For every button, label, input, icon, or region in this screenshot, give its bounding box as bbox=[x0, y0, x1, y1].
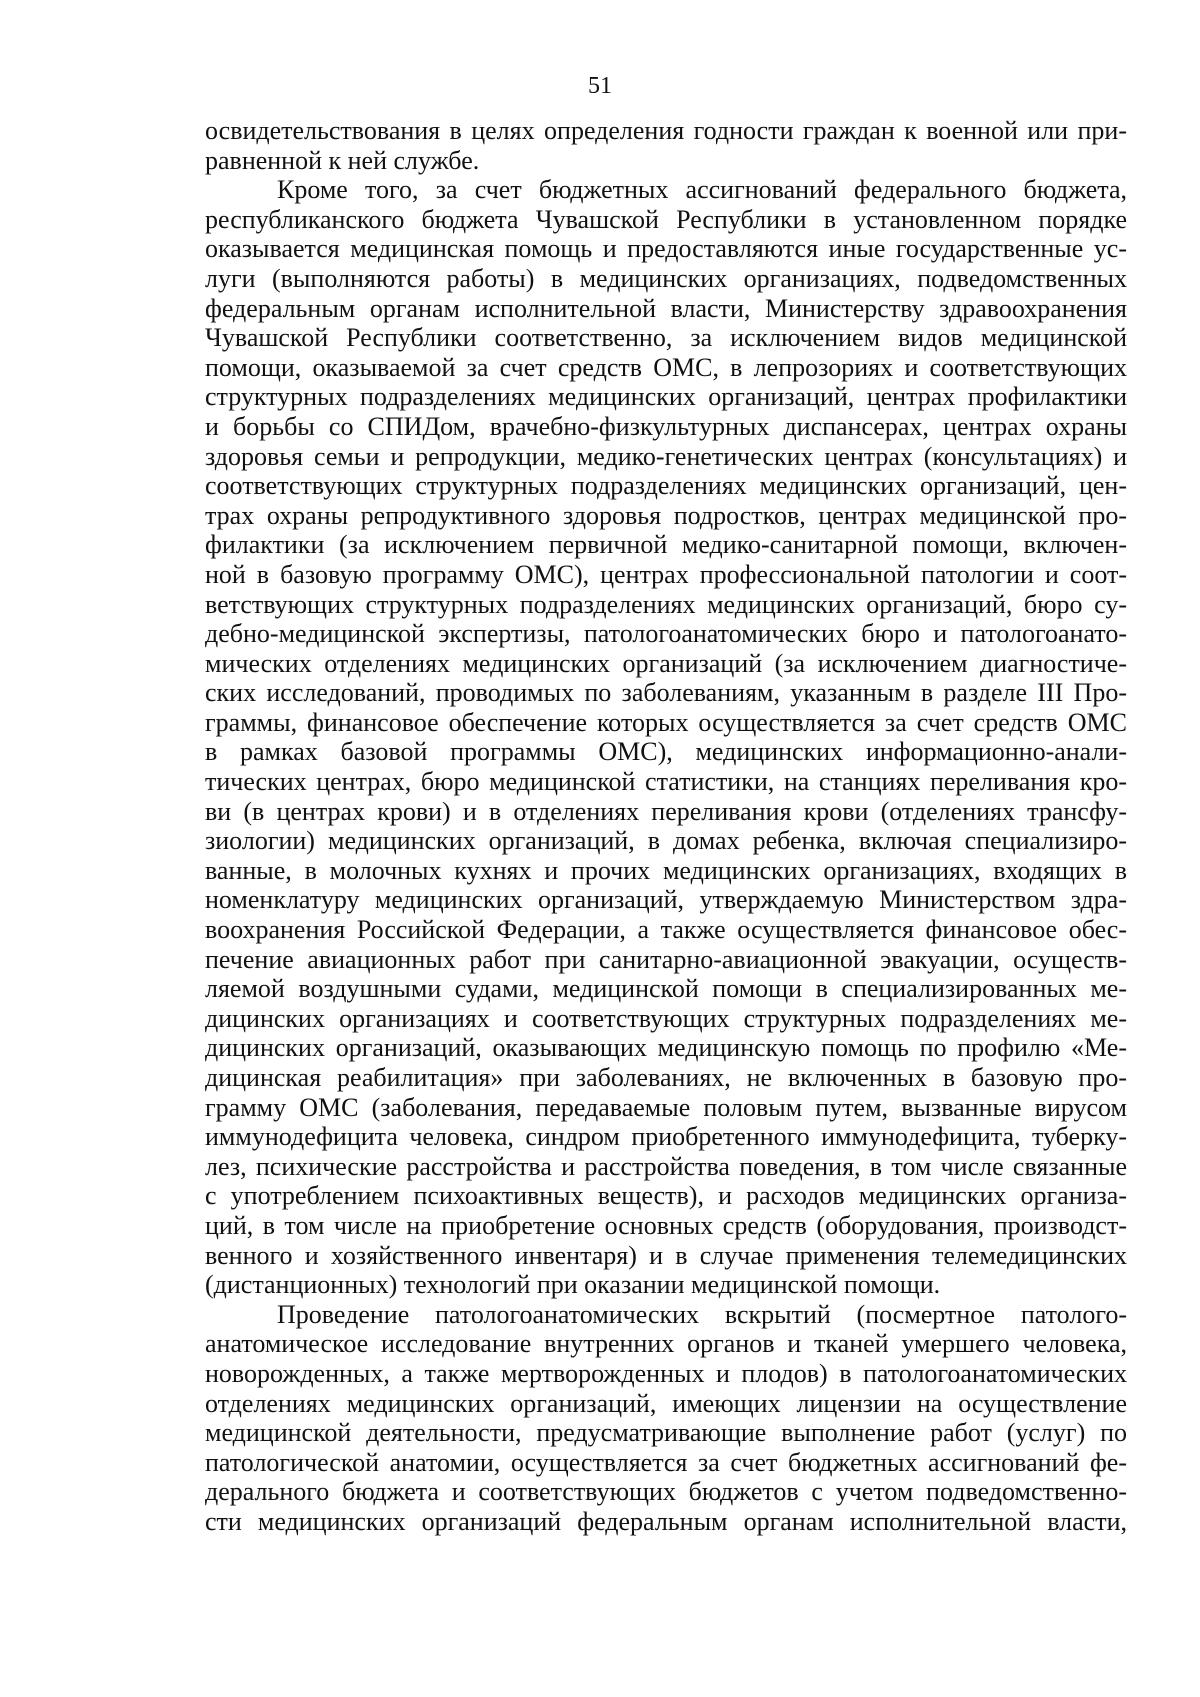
text-line: в рамках базовой программы ОМС), медицинских информационно-анали- bbox=[205, 737, 1127, 767]
text-line: дицинская реабилитация» при заболеваниях, не включенных в базовую про- bbox=[205, 1063, 1127, 1092]
text-line: ляемой воздушными судами, медицинской помощи в специализированных ме- bbox=[205, 974, 1127, 1004]
text-line: дицинских организаций, оказывающих медицинскую помощь по профилю «Ме- bbox=[205, 1033, 1127, 1063]
text-line: номенклатуру медицинских организаций, утверждаемую Министерством здра- bbox=[205, 885, 1127, 915]
text-line: воохранения Российской Федерации, а также осуществляется финансовое обес- bbox=[205, 915, 1127, 945]
text-line: печение авиационных работ при санитарно-авиационной эвакуации, осуществ- bbox=[205, 944, 1127, 974]
text-line: структурных подразделениях медицинских организаций, центрах профилактики bbox=[205, 382, 1127, 412]
text-line: оказывается медицинская помощь и предоставляются иные государственные ус- bbox=[205, 234, 1127, 264]
text-line: помощи, оказываемой за счет средств ОМС, в лепрозориях и соответствующих bbox=[205, 352, 1127, 382]
paragraph bbox=[205, 1300, 1127, 1537]
page-number: 51 bbox=[588, 73, 612, 99]
text-line: сти медицинских организаций федеральным органам исполнительной власти, bbox=[205, 1506, 1127, 1536]
text-line: ной в базовую программу ОМС), центрах профессиональной патологии и соот- bbox=[205, 559, 1127, 589]
paragraph bbox=[205, 175, 1127, 1300]
text-line: медицинской деятельности, предусматривающие выполнение работ (услуг) по bbox=[205, 1418, 1127, 1448]
paragraph bbox=[205, 116, 1127, 175]
text-line: освидетельствования в целях определения годности граждан к военной или при- bbox=[205, 116, 1127, 145]
text-line: дицинских организациях и соответствующих структурных подразделениях ме- bbox=[205, 1003, 1127, 1033]
text-line: здоровья семьи и репродукции, медико-генетических центрах (консультациях) и bbox=[205, 441, 1127, 471]
text-line: грамму ОМС (заболевания, передаваемые половым путем, вызванные вирусом bbox=[205, 1092, 1127, 1122]
text-line: республиканского бюджета Чувашской Республики в установленном порядке bbox=[205, 204, 1127, 234]
text-line: новорожденных, а также мертворожденных и плодов) в патологоанатомических bbox=[205, 1358, 1127, 1388]
text-line: луги (выполняются работы) в медицинских организациях, подведомственных bbox=[205, 263, 1127, 293]
text-line: ских исследований, проводимых по заболеваниям, указанным в разделе III Про- bbox=[205, 678, 1127, 708]
text-line: граммы, финансовое обеспечение которых осуществляется за счет средств ОМС bbox=[205, 707, 1127, 737]
text-line: и борьбы со СПИДом, врачебно-физкультурных диспансерах, центрах охраны bbox=[205, 411, 1127, 441]
text-line: Проведение патологоанатомических вскрытий (посмертное патолого- bbox=[277, 1299, 1127, 1329]
text-line: ванные, в молочных кухнях и прочих медицинских организациях, входящих в bbox=[205, 855, 1127, 885]
text-line: ций, в том числе на приобретение основных средств (оборудования, производст- bbox=[205, 1210, 1127, 1240]
text-line: (дистанционных) технологий при оказании медицинской помощи. bbox=[205, 1270, 941, 1300]
text-line: дерального бюджета и соответствующих бюджетов с учетом подведомственно- bbox=[205, 1477, 1127, 1507]
text-line: патологической анатомии, осуществляется за счет бюджетных ассигнований фе- bbox=[205, 1447, 1127, 1477]
text-line: соответствующих структурных подразделениях медицинских организаций, цен- bbox=[205, 471, 1127, 501]
text-line: Чувашской Республики соответственно, за исключением видов медицинской bbox=[205, 323, 1127, 353]
text-line: с употреблением психоактивных веществ), и расходов медицинских организа- bbox=[205, 1181, 1127, 1211]
text-line: иммунодефицита человека, синдром приобретенного иммунодефицита, туберку- bbox=[205, 1122, 1127, 1152]
text-line: мических отделениях медицинских организаций (за исключением диагностиче- bbox=[205, 648, 1127, 678]
text-line: федеральным органам исполнительной власти, Министерству здравоохранения bbox=[205, 293, 1127, 323]
text-line: равненной к ней службе. bbox=[205, 145, 480, 175]
text-line: ви (в центрах крови) и в отделениях переливания крови (отделениях трансфу- bbox=[205, 796, 1127, 826]
document-body bbox=[205, 116, 1127, 1537]
text-line: отделениях медицинских организаций, имеющих лицензии на осуществление bbox=[205, 1388, 1127, 1418]
text-line: тических центрах, бюро медицинской статистики, на станциях переливания кро- bbox=[205, 767, 1127, 797]
text-line: лез, психические расстройства и расстройства поведения, в том числе связанные bbox=[205, 1151, 1127, 1181]
text-line: трах охраны репродуктивного здоровья подростков, центрах медицинской про- bbox=[205, 500, 1127, 530]
text-line: анатомическое исследование внутренних органов и тканей умершего человека, bbox=[205, 1329, 1127, 1359]
text-line: Кроме того, за счет бюджетных ассигнований федерального бюджета, bbox=[277, 175, 1127, 205]
text-line: зиологии) медицинских организаций, в домах ребенка, включая специализиро- bbox=[205, 826, 1127, 856]
text-line: ветствующих структурных подразделениях медицинских организаций, бюро су- bbox=[205, 589, 1127, 619]
text-line: венного и хозяйственного инвентаря) и в случае применения телемедицинских bbox=[205, 1240, 1127, 1270]
text-line: филактики (за исключением первичной медико-санитарной помощи, включен- bbox=[205, 530, 1127, 560]
text-line: дебно-медицинской экспертизы, патологоанатомических бюро и патологоанато- bbox=[205, 619, 1127, 649]
